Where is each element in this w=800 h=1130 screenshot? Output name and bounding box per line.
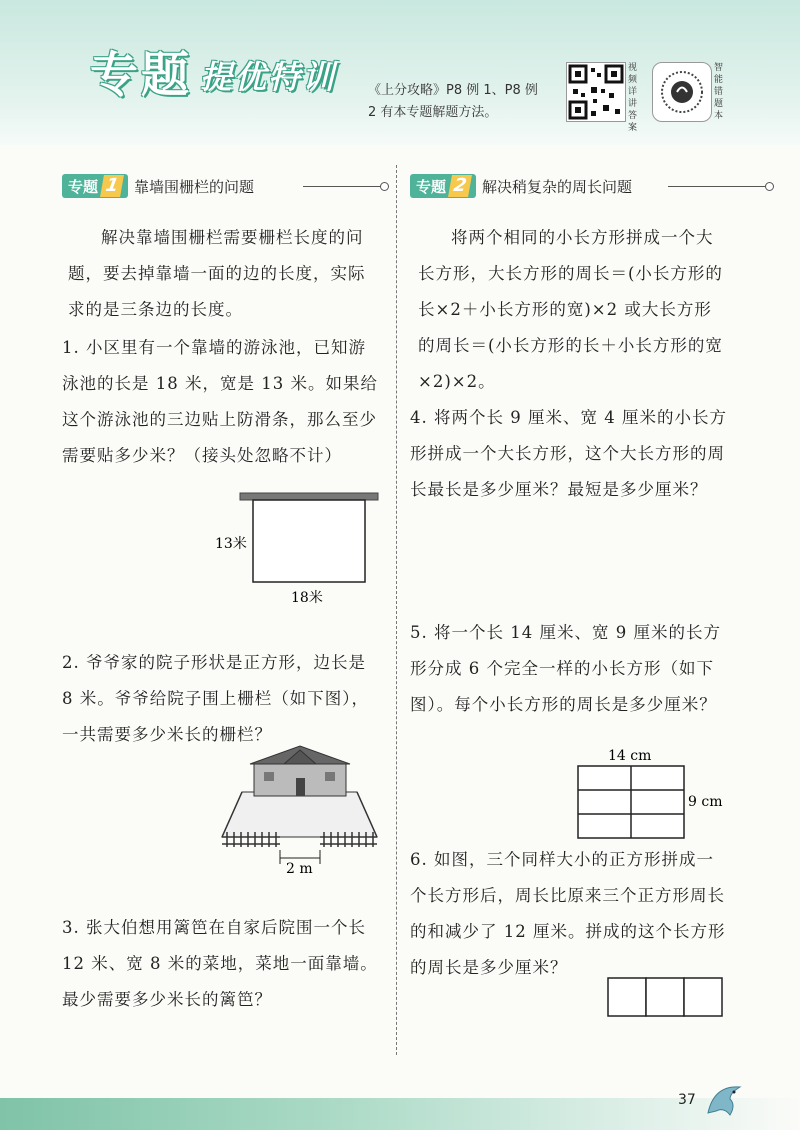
topic2-title: 解决稍复杂的周长问题 xyxy=(482,177,633,196)
header-title-main: 专题 xyxy=(90,47,193,103)
topic2-divider-line xyxy=(668,186,768,187)
yard-ground xyxy=(222,792,377,837)
question-4: 4. 将两个长 9 厘米、宽 4 厘米的小长方形拼成一个大长方形，这个大长方形的周长最长是多少厘米？最短是多少厘米？ xyxy=(410,408,727,499)
topic2-divider-dot xyxy=(765,182,774,191)
topic2-badge-label: 专题 xyxy=(416,177,447,196)
topic1-title: 靠墙围栅栏的问题 xyxy=(134,177,255,196)
gate-width-label: 2 m xyxy=(286,861,313,877)
question-3: 3. 张大伯想用篱笆在自家后院围一个长 12 米、宽 8 米的菜地，菜地一面靠墙。最少需要多少米长的篱笆？ xyxy=(62,918,378,1009)
topic1-badge xyxy=(62,174,128,198)
header-title-sub: 提优特训 xyxy=(200,58,337,96)
question-1: 1. 小区里有一个靠墙的游泳池，已知游泳池的长是 18 米，宽是 13 米。如果给这个游泳池的三边贴上防滑条，那么至少需要贴多少米？（接头处忽略不计） xyxy=(62,338,378,465)
topic1-divider-dot xyxy=(380,182,389,191)
page-number: 37 xyxy=(678,1092,696,1108)
house-window-right xyxy=(325,772,335,781)
topic1-badge-label: 专题 xyxy=(68,177,99,196)
qr1-label: 视频详讲答案 xyxy=(628,63,638,133)
question-2: 2. 爷爷家的院子形状是正方形，边长是 8 米。爷爷给院子围上栅栏（如下图），一共需要多少米长的栅栏？ xyxy=(62,653,369,744)
house-door xyxy=(296,778,305,796)
topic1-tag xyxy=(62,172,254,200)
pool-width-label: 13米 xyxy=(215,536,247,552)
square-1 xyxy=(608,978,646,1016)
yard-fence-diagram xyxy=(212,742,387,877)
dolphin-icon xyxy=(700,1075,750,1125)
pool-diagram xyxy=(205,490,385,610)
square-3 xyxy=(684,978,722,1016)
pool-length-label: 18米 xyxy=(291,590,323,606)
qr-code-icon[interactable] xyxy=(566,62,626,122)
pool-rectangle xyxy=(253,500,365,582)
topic1-divider-line xyxy=(303,186,383,187)
topic2-badge-number: 2 xyxy=(448,175,472,197)
topic1-intro: 解决靠墙围栅栏需要栅栏长度的问题，要去掉靠墙一面的边的长度，实际求的是三条边的长度。 xyxy=(68,228,366,319)
qr2-label: 智能错题本 xyxy=(714,63,724,121)
divided-rectangle-diagram xyxy=(570,744,730,844)
topic2-badge xyxy=(410,174,476,198)
topic1-badge-number: 1 xyxy=(100,175,124,197)
house-window-left xyxy=(264,772,274,781)
topic2-intro: 将两个相同的小长方形拼成一个大长方形，大长方形的周长＝(小长方形的长×2＋小长方形的宽)×2 或大长方形的周长＝(小长方形的长＋小长方形的宽×2)×2。 xyxy=(418,228,723,391)
header-note: 《上分攻略》P8 例 1、P8 例 2 有本专题解题方法。 xyxy=(368,83,538,120)
column-divider xyxy=(396,165,397,1055)
pool-wall xyxy=(240,493,378,500)
smart-error-book-qr-icon[interactable] xyxy=(652,62,712,122)
square-2 xyxy=(646,978,684,1016)
topic2-tag xyxy=(410,172,632,200)
question-6: 6. 如图，三个同样大小的正方形拼成一个长方形后，周长比原来三个正方形周长的和减少了 12 厘米。拼成的这个长方形的周长是多少厘米？ xyxy=(410,850,726,977)
three-squares-diagram xyxy=(606,976,724,1018)
rectangle-length-label: 14 cm xyxy=(608,748,652,764)
rectangle-width-label: 9 cm xyxy=(688,794,723,810)
question-5: 5. 将一个长 14 厘米、宽 9 厘米的长方形分成 6 个完全一样的小长方形（如下图）。每个小长方形的周长是多少厘米？ xyxy=(410,623,721,714)
